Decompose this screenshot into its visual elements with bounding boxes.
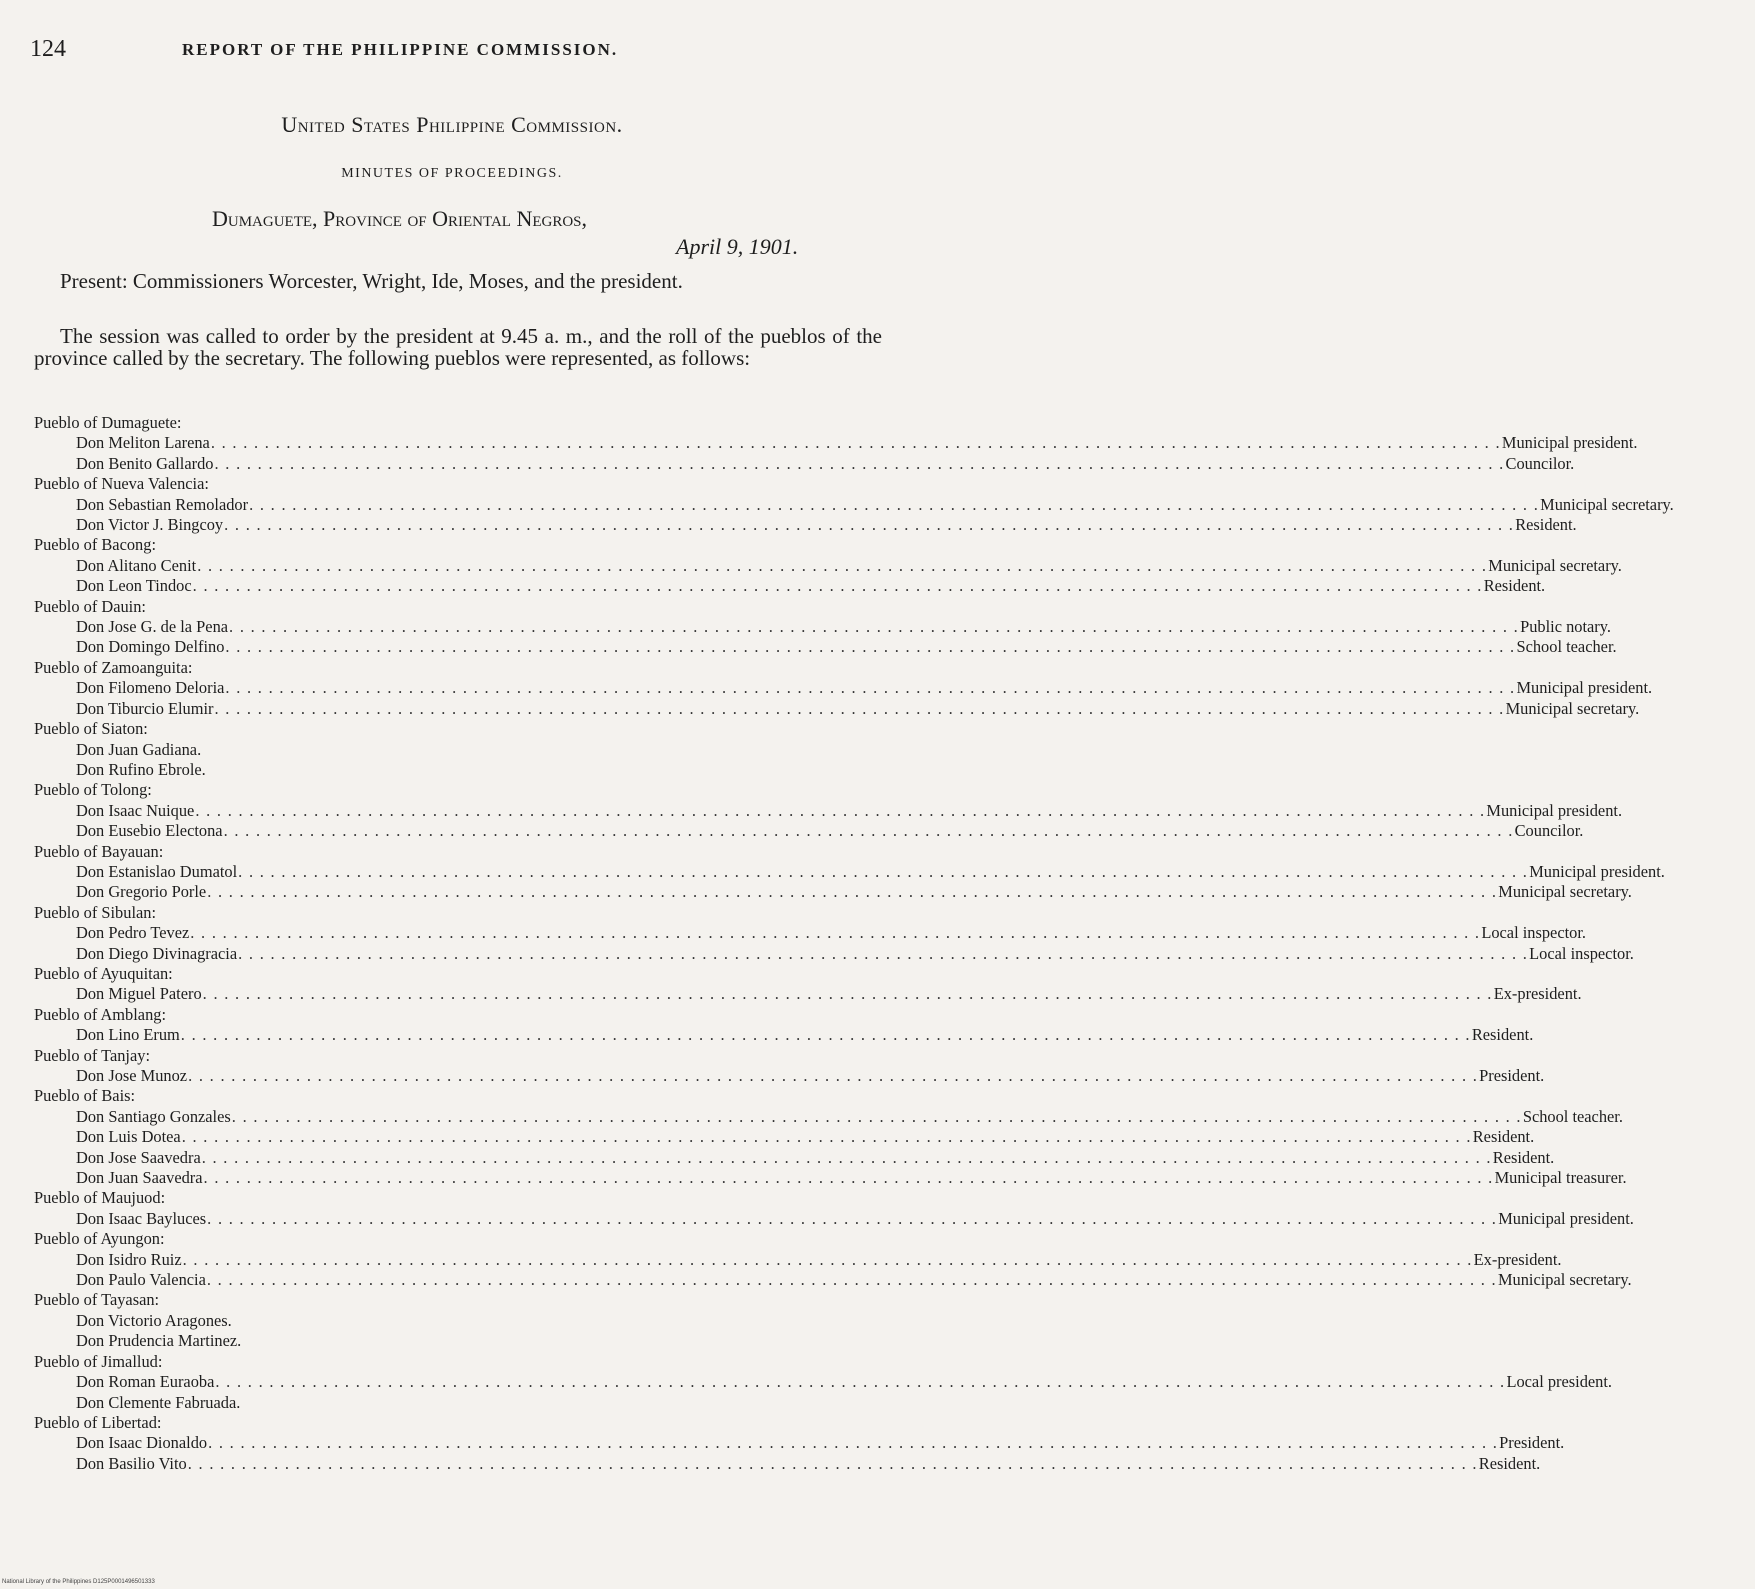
delegate-row [34,943,1634,964]
leader-dots: . . . . . . . . . . . . . . . . . . . . . . . . . . . . . . . . . . . . . . . . . . . . . . . . . . . . . . . . . . . . . . . . . . . . . . . . . . . . . . . . . . . . . . . . . . . . . . . . . . . . . . . . . . . . . . . . . . . . . . . . [224,515,1515,535]
delegate-name: Don Domingo Delfino [76,637,225,657]
leader-dots: . . . . . . . . . . . . . . . . . . . . . . . . . . . . . . . . . . . . . . . . . . . . . . . . . . . . . . . . . . . . . . . . . . . . . . . . . . . . . . . . . . . . . . . . . . . . . . . . . . . . . . . . . . . . . . . . . . . . . . . . [190,923,1481,943]
delegate-role: Public notary. [1520,617,1611,637]
leader-dots: . . . . . . . . . . . . . . . . . . . . . . . . . . . . . . . . . . . . . . . . . . . . . . . . . . . . . . . . . . . . . . . . . . . . . . . . . . . . . . . . . . . . . . . . . . . . . . . . . . . . . . . . . . . . . . . . . . . . . . . . [238,943,1529,963]
pueblo-heading: Pueblo of Bayauan: [34,841,164,861]
delegate-name: Don Lino Erum [76,1025,180,1045]
location-line: Dumaguete, Province of Oriental Negros, [212,206,588,231]
delegate-name: Don Victor J. Bingcoy [76,515,224,535]
leader-dots: . . . . . . . . . . . . . . . . . . . . . . . . . . . . . . . . . . . . . . . . . . . . . . . . . . . . . . . . . . . . . . . . . . . . . . . . . . . . . . . . . . . . . . . . . . . . . . . . . . . . . . . . . . . . . . . . . . . . . . . . [182,1249,1473,1269]
delegate-role: Local inspector. [1529,943,1634,963]
leader-dots: . . . . . . . . . . . . . . . . . . . . . . . . . . . . . . . . . . . . . . . . . . . . . . . . . . . . . . . . . . . . . . . . . . . . . . . . . . . . . . . . . . . . . . . . . . . . . . . . . . . . . . . . . . . . . . . . . . . . . . . . [231,1106,1522,1126]
delegate-row [34,1453,1541,1474]
pueblo-heading: Pueblo of Siaton: [34,719,148,739]
delegate-name: Don Meliton Larena [76,433,210,453]
delegate-name: Don Paulo Valencia [76,1270,206,1290]
delegate-role: Councilor. [1505,453,1575,473]
delegate-role: Resident. [1471,1025,1534,1045]
delegate-name: Don Jose Munoz [76,1066,188,1085]
delegate-row [34,698,1640,719]
delegate-role: Municipal secretary. [1488,555,1622,575]
delegate-name: Don Eusebio Electona [76,821,223,841]
delegate-role: Ex-president. [1493,984,1582,1004]
leader-dots: . . . . . . . . . . . . . . . . . . . . . . . . . . . . . . . . . . . . . . . . . . . . . . . . . . . . . . . . . . . . . . . . . . . . . . . . . . . . . . . . . . . . . . . . . . . . . . . . . . . . . . . . . . . . . . . . . . . . . . . . [225,678,1516,698]
leader-dots: . . . . . . . . . . . . . . . . . . . . . . . . . . . . . . . . . . . . . . . . . . . . . . . . . . . . . . . . . . . . . . . . . . . . . . . . . . . . . . . . . . . . . . . . . . . . . . . . . . . . . . . . . . . . . . . . . . . . . . . . [225,637,1516,657]
pueblo-heading: Pueblo of Amblang: [34,1004,167,1024]
delegate-role: Resident. [1515,515,1577,535]
delegate-row [34,1311,884,1331]
delegate-row [34,433,1638,453]
leader-dots: . . . . . . . . . . . . . . . . . . . . . . . . . . . . . . . . . . . . . . . . . . . . . . . . . . . . . . . . . . . . . . . . . . . . . . . . . . . . . . . . . . . . . . . . . . . . . . . . . . . . . . . . . . . . . . . . . . . . . . . . [187,1453,1478,1473]
delegate-role: Resident. [1478,1453,1541,1473]
leader-dots: . . . . . . . . . . . . . . . . . . . . . . . . . . . . . . . . . . . . . . . . . . . . . . . . . . . . . . . . . . . . . . . . . . . . . . . . . . . . . . . . . . . . . . . . . . . . . . . . . . . . . . . . . . . . . . . . . . . . . . . . [208,1433,1499,1453]
delegate-role: Municipal president. [1501,433,1638,453]
leader-dots: . . . . . . . . . . . . . . . . . . . . . . . . . . . . . . . . . . . . . . . . . . . . . . . . . . . . . . . . . . . . . . . . . . . . . . . . . . . . . . . . . . . . . . . . . . . . . . . . . . . . . . . . . . . . . . . . . . . . . . . . [215,1372,1506,1392]
delegate-role: Municipal secretary. [1497,1270,1632,1290]
delegate-name: Don Roman Euraoba [76,1372,215,1392]
delegate-row [34,576,1546,596]
delegate-row [34,494,1674,515]
leader-dots: . . . . . . . . . . . . . . . . . . . . . . . . . . . . . . . . . . . . . . . . . . . . . . . . . . . . . . . . . . . . . . . . . . . . . . . . . . . . . . . . . . . . . . . . . . . . . . . . . . . . . . . . . . . . . . . . . . . . . . . . [192,576,1483,596]
delegate-name: Don Clemente Fabruada. [76,1392,241,1412]
delegate-row [34,760,884,780]
delegate-role: President. [1499,1433,1565,1453]
delegate-row [34,1127,1535,1147]
delegate-row [34,1208,1634,1229]
delegate-name: Don Juan Saavedra [76,1168,203,1188]
delegate-row [34,637,1617,657]
delegate-name: Don Filomeno Deloria [76,678,225,698]
delegate-name: Don Gregorio Porle [76,882,207,902]
running-title: REPORT OF THE PHILIPPINE COMMISSION. [182,40,619,59]
leader-dots: . . . . . . . . . . . . . . . . . . . . . . . . . . . . . . . . . . . . . . . . . . . . . . . . . . . . . . . . . . . . . . . . . . . . . . . . . . . . . . . . . . . . . . . . . . . . . . . . . . . . . . . . . . . . . . . . . . . . . . . . [203,1168,1494,1188]
delegate-role: Municipal secretary. [1505,698,1640,718]
delegate-name: Don Alitano Cenit [76,555,197,575]
present-paragraph: Present: Commissioners Worcester, Wright, Ide, Moses, and the president. [60,269,683,293]
delegate-row [34,821,1584,841]
delegate-row [34,1249,1562,1270]
leader-dots: . . . . . . . . . . . . . . . . . . . . . . . . . . . . . . . . . . . . . . . . . . . . . . . . . . . . . . . . . . . . . . . . . . . . . . . . . . . . . . . . . . . . . . . . . . . . . . . . . . . . . . . . . . . . . . . . . . . . . . . . [180,1025,1471,1045]
delegate-name: Don Pedro Tevez [76,923,190,943]
pueblo-heading: Pueblo of Sibulan: [34,902,157,922]
delegate-row [34,1025,1534,1045]
delegate-name: Don Benito Gallardo [76,453,214,473]
leader-dots: . . . . . . . . . . . . . . . . . . . . . . . . . . . . . . . . . . . . . . . . . . . . . . . . . . . . . . . . . . . . . . . . . . . . . . . . . . . . . . . . . . . . . . . . . . . . . . . . . . . . . . . . . . . . . . . . . . . . . . . . [188,1066,1479,1085]
delegate-row [34,861,1665,882]
delegate-role: President. [1479,1066,1545,1085]
delegate-name: Don Diego Divinagracia [76,943,238,963]
date-line: April 9, 1901. [676,234,799,259]
delegate-name: Don Isaac Nuique [76,800,195,820]
session-paragraph: The session was called to order by the president at 9.45 a. m., and the roll of the pueblos of the province called by the secretary. The following pueblos were represented, as follows: [34,324,882,370]
delegate-row [34,800,1623,821]
delegate-role: Municipal president. [1498,1208,1634,1228]
delegate-name: Don Estanislao Dumatol [76,861,238,881]
delegate-name: Don Santiago Gonzales [76,1106,231,1126]
delegate-row [34,1393,884,1413]
leader-dots: . . . . . . . . . . . . . . . . . . . . . . . . . . . . . . . . . . . . . . . . . . . . . . . . . . . . . . . . . . . . . . . . . . . . . . . . . . . . . . . . . . . . . . . . . . . . . . . . . . . . . . . . . . . . . . . . . . . . . . . . [197,555,1488,575]
delegate-row [34,1331,884,1351]
delegate-row [34,1168,1627,1188]
pueblo-heading: Pueblo of Maujuod: [34,1188,166,1208]
delegate-role: Local president. [1506,1372,1613,1392]
pueblo-heading: Pueblo of Bacong: [34,535,157,555]
delegate-role: Resident. [1483,576,1546,596]
delegate-row [34,617,1611,637]
delegate-role: Municipal president. [1486,800,1623,820]
delegate-row [34,678,1653,698]
pueblo-heading: Pueblo of Tolong: [34,780,152,800]
delegate-role: Ex-president. [1473,1249,1562,1269]
leader-dots: . . . . . . . . . . . . . . . . . . . . . . . . . . . . . . . . . . . . . . . . . . . . . . . . . . . . . . . . . . . . . . . . . . . . . . . . . . . . . . . . . . . . . . . . . . . . . . . . . . . . . . . . . . . . . . . . . . . . . . . . [202,984,1493,1004]
commission-title: United States Philippine Commission. [281,112,623,137]
leader-dots: . . . . . . . . . . . . . . . . . . . . . . . . . . . . . . . . . . . . . . . . . . . . . . . . . . . . . . . . . . . . . . . . . . . . . . . . . . . . . . . . . . . . . . . . . . . . . . . . . . . . . . . . . . . . . . . . . . . . . . . . [201,1147,1492,1167]
pueblo-heading: Pueblo of Ayuquitan: [34,963,173,983]
pueblo-heading: Pueblo of Tanjay: [34,1045,150,1065]
delegate-role: Local inspector. [1481,923,1586,943]
leader-dots: . . . . . . . . . . . . . . . . . . . . . . . . . . . . . . . . . . . . . . . . . . . . . . . . . . . . . . . . . . . . . . . . . . . . . . . . . . . . . . . . . . . . . . . . . . . . . . . . . . . . . . . . . . . . . . . . . . . . . . . . [238,861,1529,881]
pueblo-heading: Pueblo of Tayasan: [34,1290,160,1310]
delegate-role: Resident. [1472,1127,1535,1147]
delegate-role: Municipal secretary. [1498,882,1632,902]
pueblo-heading: Pueblo of Bais: [34,1086,136,1106]
delegate-row [34,453,1575,474]
delegate-name: Don Sebastian Remolador [76,494,249,514]
delegate-row [34,1372,1613,1392]
delegate-role: Municipal secretary. [1540,494,1674,514]
delegate-row [34,1270,1632,1290]
leader-dots: . . . . . . . . . . . . . . . . . . . . . . . . . . . . . . . . . . . . . . . . . . . . . . . . . . . . . . . . . . . . . . . . . . . . . . . . . . . . . . . . . . . . . . . . . . . . . . . . . . . . . . . . . . . . . . . . . . . . . . . . [214,453,1505,473]
delegate-row [34,1106,1623,1127]
delegate-name: Don Jose Saavedra [76,1147,201,1167]
pueblo-heading: Pueblo of Zamoanguita: [34,657,193,677]
leader-dots: . . . . . . . . . . . . . . . . . . . . . . . . . . . . . . . . . . . . . . . . . . . . . . . . . . . . . . . . . . . . . . . . . . . . . . . . . . . . . . . . . . . . . . . . . . . . . . . . . . . . . . . . . . . . . . . . . . . . . . . . [249,494,1540,514]
delegate-role: Municipal president. [1529,861,1665,881]
pueblo-heading: Pueblo of Ayungon: [34,1229,165,1249]
pueblo-heading: Pueblo of Dumaguete: [34,413,182,432]
delegate-name: Don Juan Gadiana. [76,739,202,759]
delegate-name: Don Rufino Ebrole. [76,759,206,779]
delegate-role: Resident. [1492,1147,1555,1167]
leader-dots: . . . . . . . . . . . . . . . . . . . . . . . . . . . . . . . . . . . . . . . . . . . . . . . . . . . . . . . . . . . . . . . . . . . . . . . . . . . . . . . . . . . . . . . . . . . . . . . . . . . . . . . . . . . . . . . . . . . . . . . . [207,1208,1498,1228]
leader-dots: . . . . . . . . . . . . . . . . . . . . . . . . . . . . . . . . . . . . . . . . . . . . . . . . . . . . . . . . . . . . . . . . . . . . . . . . . . . . . . . . . . . . . . . . . . . . . . . . . . . . . . . . . . . . . . . . . . . . . . . . [223,821,1514,841]
pueblo-heading: Pueblo of Dauin: [34,596,146,616]
delegate-row [34,984,1582,1004]
delegate-row [34,1147,1555,1168]
delegate-name: Don Prudencia Martinez. [76,1331,242,1351]
delegate-row [34,1066,1545,1086]
delegate-name: Don Leon Tindoc [76,576,192,596]
delegate-row [34,515,1577,535]
delegate-role: Municipal treasurer. [1494,1168,1627,1188]
leader-dots: . . . . . . . . . . . . . . . . . . . . . . . . . . . . . . . . . . . . . . . . . . . . . . . . . . . . . . . . . . . . . . . . . . . . . . . . . . . . . . . . . . . . . . . . . . . . . . . . . . . . . . . . . . . . . . . . . . . . . . . . [210,433,1501,453]
pueblo-heading: Pueblo of Jimallud: [34,1351,163,1371]
delegate-row [34,882,1632,902]
pueblo-heading: Pueblo of Libertad: [34,1412,162,1432]
delegate-name: Don Basilio Vito [76,1453,187,1473]
minutes-heading: MINUTES OF PROCEEDINGS. [341,166,563,181]
delegate-name: Don Jose G. de la Pena [76,617,229,637]
leader-dots: . . . . . . . . . . . . . . . . . . . . . . . . . . . . . . . . . . . . . . . . . . . . . . . . . . . . . . . . . . . . . . . . . . . . . . . . . . . . . . . . . . . . . . . . . . . . . . . . . . . . . . . . . . . . . . . . . . . . . . . . [207,882,1498,902]
leader-dots: . . . . . . . . . . . . . . . . . . . . . . . . . . . . . . . . . . . . . . . . . . . . . . . . . . . . . . . . . . . . . . . . . . . . . . . . . . . . . . . . . . . . . . . . . . . . . . . . . . . . . . . . . . . . . . . . . . . . . . . . [206,1270,1497,1290]
delegate-name: Don Victorio Aragones. [76,1310,232,1330]
archive-footer: National Library of the Philippines D125P0001496501333 [2,1579,155,1585]
delegate-row [34,555,1622,576]
delegate-role: Municipal president. [1516,678,1653,698]
delegate-name: Don Miguel Patero [76,984,202,1004]
delegate-name: Don Luis Dotea [76,1127,181,1147]
delegate-role: School teacher. [1522,1106,1623,1126]
leader-dots: . . . . . . . . . . . . . . . . . . . . . . . . . . . . . . . . . . . . . . . . . . . . . . . . . . . . . . . . . . . . . . . . . . . . . . . . . . . . . . . . . . . . . . . . . . . . . . . . . . . . . . . . . . . . . . . . . . . . . . . . [214,698,1505,718]
leader-dots: . . . . . . . . . . . . . . . . . . . . . . . . . . . . . . . . . . . . . . . . . . . . . . . . . . . . . . . . . . . . . . . . . . . . . . . . . . . . . . . . . . . . . . . . . . . . . . . . . . . . . . . . . . . . . . . . . . . . . . . . [229,617,1520,637]
pueblo-list [34,413,1674,1474]
delegate-role: School teacher. [1516,637,1617,657]
delegate-row [34,740,884,760]
delegate-row [34,1433,1565,1453]
delegate-name: Don Isidro Ruiz [76,1249,182,1269]
delegate-name: Don Tiburcio Elumir [76,698,214,718]
leader-dots: . . . . . . . . . . . . . . . . . . . . . . . . . . . . . . . . . . . . . . . . . . . . . . . . . . . . . . . . . . . . . . . . . . . . . . . . . . . . . . . . . . . . . . . . . . . . . . . . . . . . . . . . . . . . . . . . . . . . . . . . [181,1127,1472,1147]
delegate-name: Don Isaac Bayluces [76,1208,207,1228]
delegate-role: Councilor. [1514,821,1584,841]
delegate-row [34,923,1586,943]
pueblo-heading: Pueblo of Nueva Valencia: [34,474,209,494]
page-number: 124 [30,36,66,62]
leader-dots: . . . . . . . . . . . . . . . . . . . . . . . . . . . . . . . . . . . . . . . . . . . . . . . . . . . . . . . . . . . . . . . . . . . . . . . . . . . . . . . . . . . . . . . . . . . . . . . . . . . . . . . . . . . . . . . . . . . . . . . . [195,800,1486,820]
delegate-name: Don Isaac Dionaldo [76,1433,208,1453]
